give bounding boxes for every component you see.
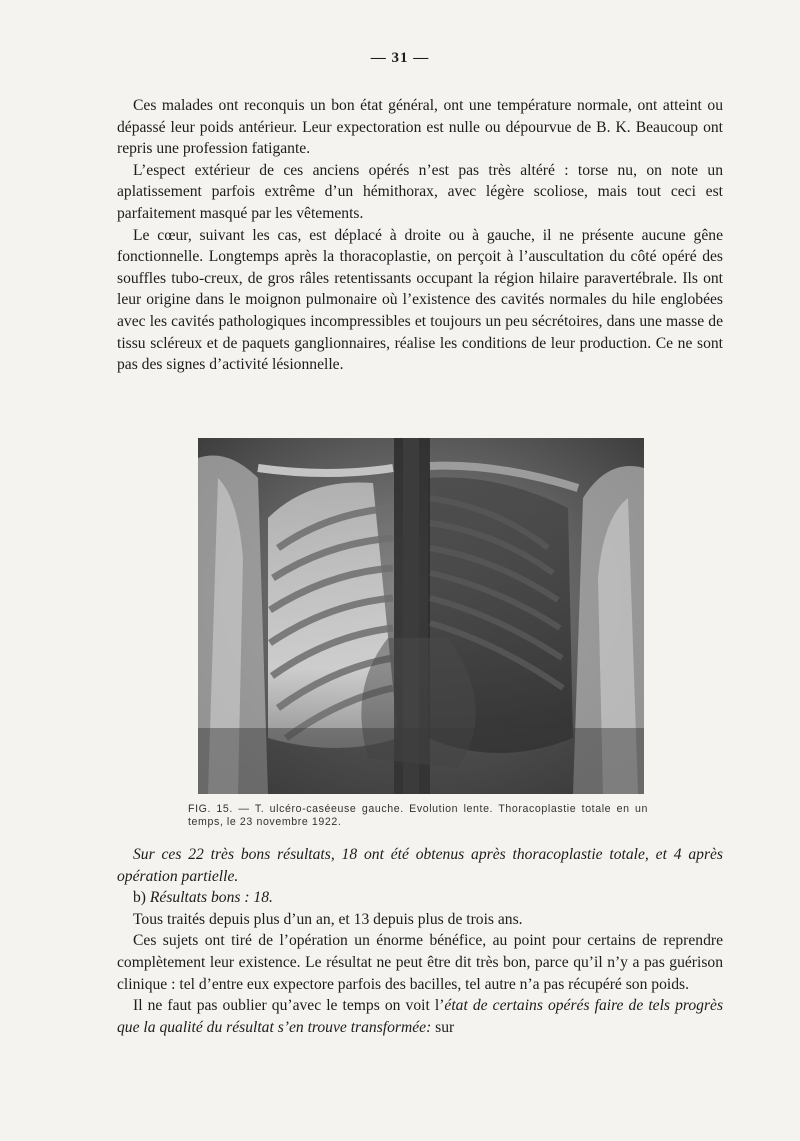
paragraph-treated: Tous traités depuis plus d’un an, et 13 depuis plus de trois ans. (133, 910, 523, 928)
last-paragraph-italic: état de certains opérés faire de tels progrès que la qualité du résultat s’en trouve transformée: (117, 997, 724, 1036)
paragraph-general-state: Ces malades ont reconquis un bon état général, ont une température normale, ont atteint ou dépassé leur poids antérieur. Leur expectoration est nulle ou dépourvue de B. K. Beaucoup ont repris une profession fatigante. (117, 97, 723, 158)
bottom-text-block (117, 844, 723, 1038)
chest-xray-image (198, 438, 644, 794)
last-paragraph-tail: sur (431, 1018, 455, 1036)
section-b-heading (117, 887, 723, 909)
section-b-title: Résultats bons : 18. (149, 889, 273, 907)
results-sentence: Sur ces 22 très bons résultats, 18 ont été obtenus après thoracoplastie totale, et 4 après opération partielle. (117, 846, 723, 885)
page-number: — 31 — (370, 50, 430, 66)
paragraph-last (117, 995, 723, 1038)
top-text-block (117, 95, 723, 376)
paragraph-benefit: Ces sujets ont tiré de l’opération un énorme bénéfice, au point pour certains de reprendre complètement leur existence. Le résultat ne peut être dit très bon, parce qu’il n’y a pas guérison clinique : tel d’entre eux expectore parfois des bacilles, tel autre n’a pas récupéré son poids. (117, 932, 723, 993)
paragraph-external-aspect: L’espect extérieur de ces anciens opérés n’est pas très altéré : torse nu, on note un aplatissement parfois extrême d’un hémithorax, avec légère scoliose, mais tout ceci est parfaitement masqué par les vêtements. (117, 161, 723, 222)
xray-figure (198, 438, 644, 794)
section-b-marker: b) (133, 889, 146, 907)
paragraph-heart: Le cœur, suivant les cas, est déplacé à droite ou à gauche, il ne présente aucune gêne fonctionnelle. Longtemps après la thoracoplastie, on perçoit à l’auscultation du côté opéré des souffles tubo-creux, de gros râles retentissants occupant la région hilaire paravertébrale. Ils ont leur origine dans le moignon pulmonaire où l’existence des cavités normales du hile englobées avec les cavités pathologiques incompressibles et toujours un peu sécrétoires, dans une masse de tissu scléreux et de paquets ganglionnaires, réalise les conditions de leur production. Ce ne sont pas des signes d’activité lésionnelle. (117, 226, 723, 374)
figure-caption: FIG. 15. — T. ulcéro-caséeuse gauche. Evolution lente. Thoracoplastie totale en un temps, le 23 novembre 1922. (188, 803, 648, 828)
last-paragraph-normal: Il ne faut pas oublier qu’avec le temps on voit l’ (133, 997, 445, 1015)
